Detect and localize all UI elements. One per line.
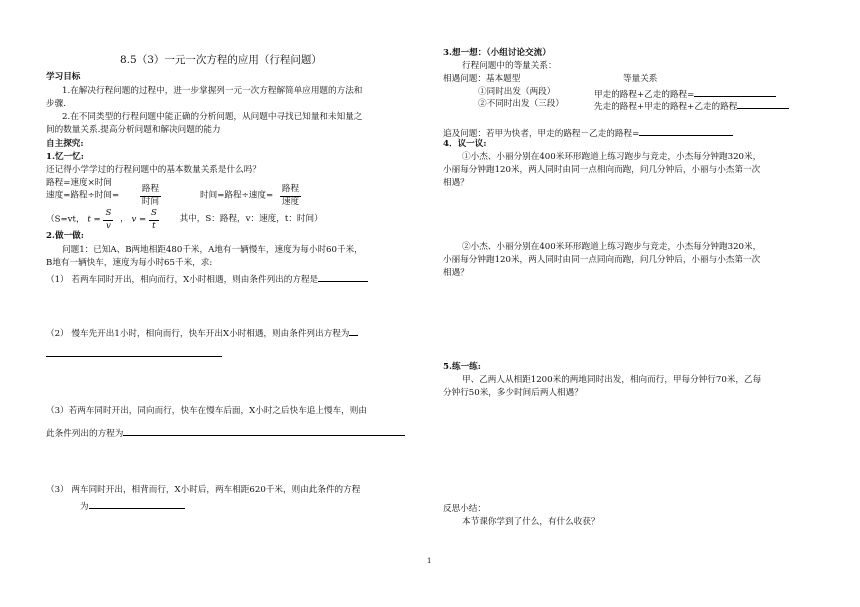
try-heading: 2.做一做: [46, 231, 84, 241]
discuss-problem-2-line-2: 小丽每分钟跑120米，两人同时由同一点同向而跑，问几分钟后，小丽与小杰第一次 [443, 255, 761, 265]
meeting-problem-label: 相遇问题：基本题型 [443, 74, 521, 84]
question-2-text: （2） 慢车先开出1小时，相向而行，快车开出X小时相遇，则由条件列出方程为 [46, 329, 350, 339]
answer-blank-case-2[interactable] [737, 99, 789, 109]
question-3 [46, 426, 405, 441]
fraction-denominator: 时间 [141, 196, 160, 207]
fraction-denominator: t [152, 220, 156, 231]
problem-1-line-2: B地有一辆快车，速度为每小时65千米，求: [46, 258, 213, 268]
reflection-heading: 反思小结： [443, 504, 486, 514]
formula-time [200, 184, 301, 208]
case-2-equation [594, 99, 789, 114]
answer-blank-chase[interactable] [639, 126, 733, 136]
symbol-equals-2: = [139, 214, 147, 225]
case-1-label: ①同时出发（两段） [478, 87, 556, 97]
fraction-distance-over-time [140, 184, 161, 208]
objective-2-line-1: 2.在不同类型的行程问题中能正确的分析问题，从问题中寻找已知量和未知量之 [62, 112, 363, 122]
fraction-numerator: S [149, 208, 159, 221]
recall-heading: 1.忆一忆: [46, 152, 84, 162]
formula-distance: 路程=速度×时间 [46, 178, 112, 188]
problem-1-line-1: 问题1：已知A、B两地相距480千米，A地有一辆慢车，速度为每小时60千米， [62, 245, 363, 255]
objective-2-line-2: 间的数量关系.提高分析问题和解决问题的能力 [46, 125, 221, 135]
page-title: 8.5（3）一元一次方程的应用（行程问题） [120, 54, 322, 66]
discuss-problem-1-line-1: ①小杰、小丽分别在400米环形跑道上练习跑步与竞走，小杰每分钟跑320米， [462, 152, 762, 162]
symbol-comma: ， [120, 214, 129, 225]
case-2-equation-text: 先走的路程+甲走的路程+乙走的路程 [594, 102, 738, 112]
objective-1-line-1: 1.在解决行程问题的过程中，进一步掌握列一元一次方程解简单应用题的方法和 [62, 86, 363, 96]
answer-blank-3[interactable] [123, 426, 405, 436]
think-line-1: 行程问题中的等量关系： [462, 61, 557, 71]
recall-question: 还记得小学学过的行程问题中的基本数量关系是什么吗？ [46, 165, 261, 175]
question-4-text: 为 [80, 502, 89, 512]
answer-blank-2b[interactable] [46, 347, 222, 357]
fraction-s-over-v [103, 208, 113, 232]
formula-speed [46, 184, 161, 208]
practice-heading: 5.练一练: [443, 362, 481, 372]
fraction-numerator: S [103, 208, 113, 221]
question-1-text: （1） 若两车同时开出，相向而行，X小时相遇，则由条件列出的方程是 [46, 275, 319, 285]
question-3-line-1: （3）若两车同时开出，同向而行，快车在慢车后面，X小时之后快车追上慢车，则由 [46, 406, 367, 416]
fraction-numerator: 路程 [280, 184, 301, 197]
question-2 [46, 326, 358, 341]
explore-heading: 自主探究: [46, 139, 84, 149]
discuss-problem-1-line-3: 相遇？ [443, 178, 469, 188]
answer-blank-1[interactable] [318, 272, 368, 282]
case-2-label: ②不同时出发（三段） [478, 99, 564, 109]
symbol-t: t [87, 214, 91, 225]
formula-speed-prefix: 速度=路程÷时间= [46, 190, 120, 201]
think-heading: 3.想一想：（小组讨论交流） [443, 48, 551, 58]
fraction-distance-over-speed [280, 184, 301, 208]
symbol-meaning: 其中，S：路程，v：速度，t：时间） [179, 214, 323, 225]
answer-blank-case-1[interactable] [694, 87, 776, 97]
equal-relation-label: 等量关系 [623, 74, 658, 84]
case-1-equation-text: 甲走的路程+乙走的路程= [594, 90, 695, 100]
practice-line-2: 分钟行50米，多少时间后两人相遇？ [443, 388, 583, 398]
question-3-text: 此条件列出的方程为 [46, 429, 124, 439]
answer-blank-2a[interactable] [349, 326, 358, 336]
fraction-s-over-t [149, 208, 159, 232]
chase-problem-text: 追及问题：若甲为快者，甲走的路程－乙走的路程= [443, 129, 640, 139]
fraction-numerator: 路程 [140, 184, 161, 197]
symbol-formulas [46, 208, 323, 232]
practice-line-1: 甲、乙两人从相距1200米的两地同时出发，相向而行，甲每分钟行70米，乙每 [462, 375, 762, 385]
symbol-v: v [131, 214, 137, 225]
fraction-denominator: v [105, 220, 111, 231]
formula-time-prefix: 时间=路程÷速度= [200, 190, 274, 201]
symbol-equals-1: = [93, 214, 101, 225]
reflection-line-1: 本节课你学到了什么，有什么收获？ [462, 517, 600, 527]
page-number: 1 [427, 557, 432, 565]
discuss-problem-1-line-2: 小丽每分钟跑120米，两人同时由同一点相向而跑，问几分钟后，小丽与小杰第一次 [443, 165, 761, 175]
discuss-problem-2-line-1: ②小杰、小丽分别在400米环形跑道上练习跑步与竞走，小杰每分钟跑320米， [462, 242, 762, 252]
objectives-heading: 学习目标 [46, 72, 81, 82]
discuss-problem-2-line-3: 相遇？ [443, 268, 469, 278]
question-4-line-1: （3） 两车同时开出，相背而行，X小时后，两车相距620千米，则由此条件的方程 [46, 485, 361, 495]
question-4 [80, 499, 185, 514]
answer-blank-2b-row [46, 347, 222, 357]
symbol-open: （S=vt， [46, 214, 85, 225]
fraction-denominator: 速度 [281, 196, 300, 207]
answer-blank-4[interactable] [89, 499, 185, 509]
discuss-heading: 4．议一议: [443, 139, 487, 149]
objective-1-line-2: 步骤. [46, 99, 66, 109]
question-1 [46, 272, 368, 287]
